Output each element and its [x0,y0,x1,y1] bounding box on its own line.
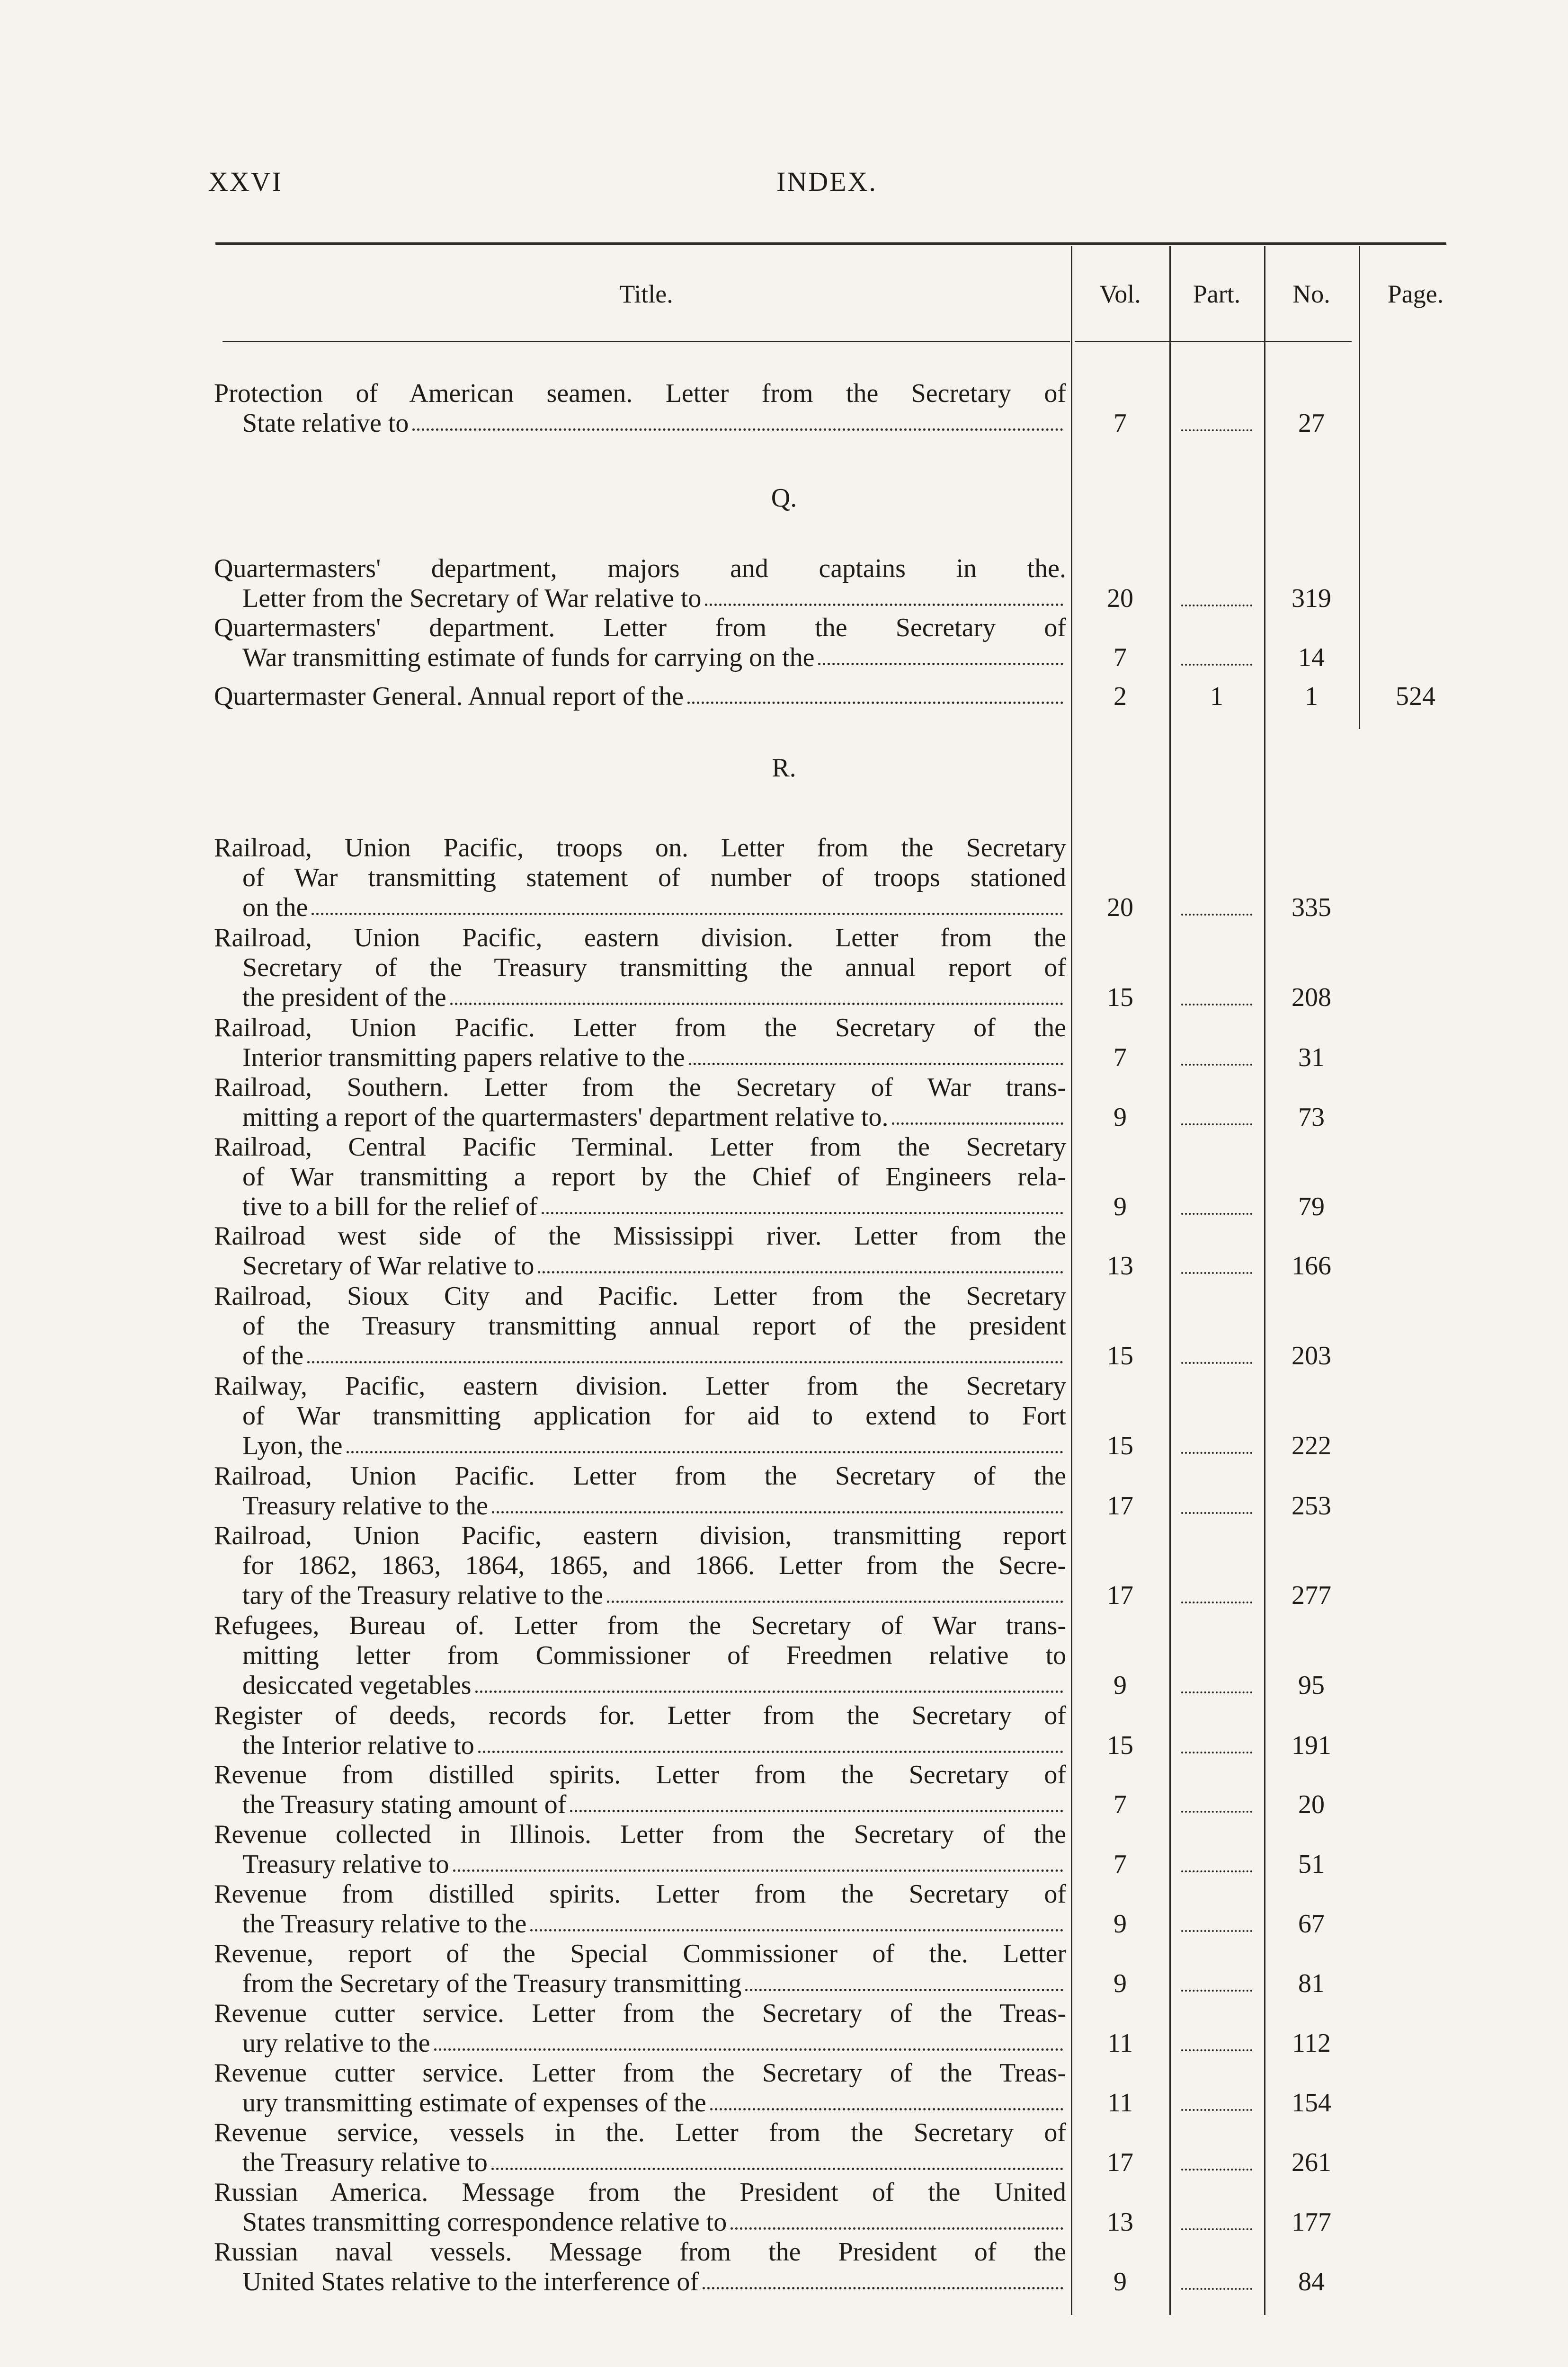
dot-leader [542,1192,1063,1214]
entry-title-line: Lyon, the [242,1431,343,1460]
entry-vol: 15 [1107,1731,1133,1760]
dot-leader [687,682,1063,704]
entry-vol: 15 [1107,983,1133,1012]
entry-vol: 7 [1114,1790,1127,1819]
entry-title-line: Railroad, Union Pacific. Letter from the Secretary of the [214,1461,1066,1491]
entry-vol: 20 [1107,584,1133,613]
entry-no: 84 [1298,2267,1325,2296]
entry-vol: 9 [1114,1909,1127,1939]
entry-title-line: Refugees, Bureau of. Letter from the Secretary of War trans- [214,1611,1066,1640]
entry-title [214,1611,1066,1700]
entry-no: 31 [1298,1043,1325,1072]
entry-title [214,379,1066,438]
entry-part-leader [1181,2049,1252,2051]
entry-no: 79 [1298,1192,1325,1221]
dot-leader [570,1790,1063,1812]
entry-vol: 9 [1114,1969,1127,1998]
entry-no: 51 [1298,1850,1325,1879]
entry-title-line: Interior transmitting papers relative to the [242,1043,685,1072]
entry-title [214,2178,1066,2237]
entry-title-line: Russian naval vessels. Message from the President of the [214,2237,1066,2267]
entry-no: 208 [1292,983,1331,1012]
entry-title-line: mitting a report of the quartermasters' department relative to. [242,1103,889,1132]
entry-no: 253 [1292,1491,1331,1521]
entry-no: 14 [1298,643,1325,672]
entry-title-line: Treasury relative to the [242,1491,488,1521]
column-header-vol: Vol. [1099,280,1141,308]
entry-part-leader [1181,1870,1252,1872]
entry-part-leader [1181,2169,1252,2171]
dot-leader [478,1731,1063,1753]
entry-title-line: Quartermaster General. Annual report of the [214,682,684,711]
entry-vol: 11 [1107,2088,1133,2118]
entry-title-line: Railroad, Central Pacific Terminal. Letter from the Secretary [214,1132,1066,1162]
entry-part-leader [1181,1752,1252,1753]
entry-title [214,682,1066,712]
dot-leader [530,1909,1063,1931]
entry-no: 203 [1292,1341,1331,1370]
entry-vol: 7 [1114,409,1127,438]
entry-title [214,1879,1066,1939]
entry-title-line: of War transmitting application for aid to extend to Fort [242,1401,1066,1431]
entry-title-line: Railroad, Union Pacific. Letter from the Secretary of the [214,1013,1066,1042]
page-number: XXVI [208,166,283,197]
dot-leader [307,1341,1063,1363]
entry-vol: 11 [1107,2029,1133,2058]
entry-title [214,613,1066,673]
entry-title [214,1371,1066,1461]
dot-leader [491,2148,1063,2170]
entry-part-leader [1181,1811,1252,1813]
column-header-part: Part. [1193,280,1241,308]
entry-title-line: of War transmitting a report by the Chief of Engineers rela- [242,1162,1066,1192]
entry-title-line: Revenue cutter service. Letter from the Secretary of the Treas- [214,2058,1066,2088]
entry-part-leader [1181,1930,1252,1932]
entry-title [214,2058,1066,2118]
page-title: INDEX. [776,166,877,197]
entry-title-line: Quartermasters' department, majors and captains in the. [214,554,1066,583]
entry-part-leader [1181,1123,1252,1125]
column-divider [1169,246,1171,2315]
dot-leader [538,1251,1063,1273]
dot-leader [475,1671,1063,1693]
entry-vol: 13 [1107,1251,1133,1281]
entry-title [214,1701,1066,1761]
entry-part-leader [1181,429,1252,431]
entry-no: 154 [1292,2088,1331,2118]
section-letter-q: Q. [771,483,797,513]
dot-leader [703,2267,1063,2289]
entry-title [214,2118,1066,2178]
entry-part-leader [1181,1602,1252,1603]
entry-title [214,1073,1066,1132]
entry-part-leader [1181,1452,1252,1454]
entry-vol: 7 [1114,1043,1127,1072]
entry-page: 524 [1396,682,1435,711]
entry-title-line: Protection of American seamen. Letter from the Secretary of [214,379,1066,408]
entry-title-line: States transmitting correspondence relative to [242,2207,727,2237]
entry-part-leader [1181,914,1252,916]
dot-leader [745,1969,1063,1991]
entry-part-leader [1181,1512,1252,1514]
page-header [208,156,1468,204]
entry-no: 27 [1298,409,1325,438]
entry-no: 95 [1298,1671,1325,1700]
entry-title-line: Revenue, report of the Special Commissioner of the. Letter [214,1939,1066,1968]
entry-title-line: of the Treasury transmitting annual report of the president [242,1311,1066,1341]
entry-part-leader [1181,1272,1252,1274]
entry-title-line: ury transmitting estimate of expenses of the [242,2088,706,2118]
entry-title-line: mitting letter from Commissioner of Freedmen relative to [242,1641,1066,1670]
entry-no: 166 [1292,1251,1331,1281]
dot-leader [731,2207,1063,2230]
entry-vol: 15 [1107,1431,1133,1460]
top-rule [215,242,1446,245]
entry-title-line: Revenue from distilled spirits. Letter from the Secretary of [214,1879,1066,1909]
entry-title-line: Secretary of the Treasury transmitting the annual report of [242,953,1066,982]
dot-leader [689,1043,1063,1065]
entry-title [214,1521,1066,1611]
entry-no: 67 [1298,1909,1325,1939]
entry-vol: 17 [1107,1581,1133,1610]
entry-part-leader [1181,2288,1252,2290]
entry-title-line: Railroad, Union Pacific, eastern division. Letter from the [214,923,1066,952]
entry-no: 177 [1292,2207,1331,2237]
column-header-no: No. [1292,280,1330,308]
entry-title-line: the Interior relative to [242,1731,474,1760]
entry-title-line: from the Secretary of the Treasury transmitting [242,1969,742,1998]
entry-no: 191 [1292,1731,1331,1760]
entry-title [214,1760,1066,1820]
entry-title-line: State relative to [242,409,409,438]
dot-leader [450,983,1063,1005]
entry-vol: 9 [1114,1103,1127,1132]
entry-title [214,1221,1066,1281]
entry-title-line: Russian America. Message from the President of the United [214,2178,1066,2207]
dot-leader [710,2088,1063,2110]
entry-title [214,1013,1066,1073]
entry-title-line: of the [242,1341,304,1370]
column-header-title: Title. [619,280,673,308]
entry-title-line: tive to a bill for the relief of [242,1192,538,1221]
entry-title-line: United States relative to the interference of [242,2267,699,2296]
entry-title-line: the Treasury relative to the [242,1909,527,1939]
entry-part-leader [1181,1213,1252,1215]
entry-title-line: Railroad, Union Pacific, eastern division, transmitting report [214,1521,1066,1550]
dot-leader [347,1431,1063,1453]
entry-title-line: Register of deeds, records for. Letter from the Secretary of [214,1701,1066,1730]
entry-part-leader [1181,1990,1252,1992]
entry-title-line: the Treasury stating amount of [242,1790,567,1819]
entry-title-line: for 1862, 1863, 1864, 1865, and 1866. Letter from the Secre- [242,1551,1066,1580]
entry-title [214,833,1066,923]
column-header-page: Page. [1387,280,1444,308]
entry-title [214,1939,1066,1999]
entry-title [214,1281,1066,1371]
entry-title-line: the Treasury relative to [242,2148,488,2177]
entry-title-line: ury relative to the [242,2029,430,2058]
entry-vol: 7 [1114,643,1127,672]
entry-title-line: Revenue from distilled spirits. Letter from the Secretary of [214,1760,1066,1789]
dot-leader [892,1103,1063,1125]
entry-vol: 9 [1114,1671,1127,1700]
entry-title-line: desiccated vegetables [242,1671,472,1700]
entry-title [214,1999,1066,2058]
entry-vol: 17 [1107,1491,1133,1521]
entry-title-line: Railroad, Union Pacific, troops on. Letter from the Secretary [214,833,1066,863]
entry-part-leader [1181,1004,1252,1006]
dot-leader [412,409,1063,431]
entry-no: 20 [1298,1790,1325,1819]
entry-no: 73 [1298,1103,1325,1132]
entry-vol: 17 [1107,2148,1133,2177]
header-rule [223,341,1070,342]
entry-title-line: Railroad, Southern. Letter from the Secretary of War trans- [214,1073,1066,1102]
entry-title [214,1820,1066,1879]
entry-vol: 9 [1114,1192,1127,1221]
entry-title-line: Treasury relative to [242,1850,449,1879]
entry-vol: 9 [1114,2267,1127,2296]
dot-leader [434,2029,1063,2051]
dot-leader [312,893,1063,915]
entry-vol: 20 [1107,893,1133,922]
entry-part-leader [1181,1362,1252,1364]
entry-title-line: tary of the Treasury relative to the [242,1581,604,1610]
entry-no: 81 [1298,1969,1325,1998]
entry-no: 319 [1292,584,1331,613]
entry-title-line: Revenue collected in Illinois. Letter from the Secretary of the [214,1820,1066,1849]
entry-part-leader [1181,664,1252,666]
entry-title-line: of War transmitting statement of number of troops stationed [242,863,1066,892]
entry-title-line: War transmitting estimate of funds for carrying on the [242,643,815,672]
entry-part-leader [1181,1691,1252,1693]
header-rule-numbers [1075,341,1352,342]
entry-title-line: Letter from the Secretary of War relative to [242,584,702,613]
entry-title-line: Railroad west side of the Mississippi river. Letter from the [214,1221,1066,1251]
entry-vol: 15 [1107,1341,1133,1370]
entry-title [214,554,1066,614]
entry-vol: 13 [1107,2207,1133,2237]
entry-part: 1 [1210,682,1223,711]
entry-vol: 2 [1114,682,1127,711]
entry-part-leader [1181,605,1252,606]
entry-no: 1 [1305,682,1318,711]
entry-no: 335 [1292,893,1331,922]
entry-title-line: Quartermasters' department. Letter from the Secretary of [214,613,1066,642]
entry-title-line: Revenue service, vessels in the. Letter from the Secretary of [214,2118,1066,2147]
entry-title-line: Revenue cutter service. Letter from the Secretary of the Treas- [214,1999,1066,2028]
entry-no: 222 [1292,1431,1331,1460]
entry-no: 277 [1292,1581,1331,1610]
dot-leader [818,643,1063,665]
entry-title-line: Secretary of War relative to [242,1251,535,1281]
entry-part-leader [1181,1064,1252,1066]
entry-part-leader [1181,2228,1252,2230]
entry-title [214,1132,1066,1222]
entry-title [214,2237,1066,2297]
entry-title-line: the president of the [242,983,446,1012]
entry-title-line: on the [242,893,308,922]
entry-title-line: Railway, Pacific, eastern division. Letter from the Secretary [214,1371,1066,1401]
entry-vol: 7 [1114,1850,1127,1879]
entry-part-leader [1181,2109,1252,2111]
dot-leader [453,1850,1064,1872]
section-letter-r: R. [772,753,796,783]
entry-title [214,923,1066,1013]
entry-no: 112 [1292,2029,1331,2058]
dot-leader [607,1581,1063,1603]
dot-leader [492,1491,1063,1513]
entry-no: 261 [1292,2148,1331,2177]
dot-leader [705,584,1063,606]
entry-title-line: Railroad, Sioux City and Pacific. Letter from the Secretary [214,1281,1066,1311]
entry-title [214,1461,1066,1521]
